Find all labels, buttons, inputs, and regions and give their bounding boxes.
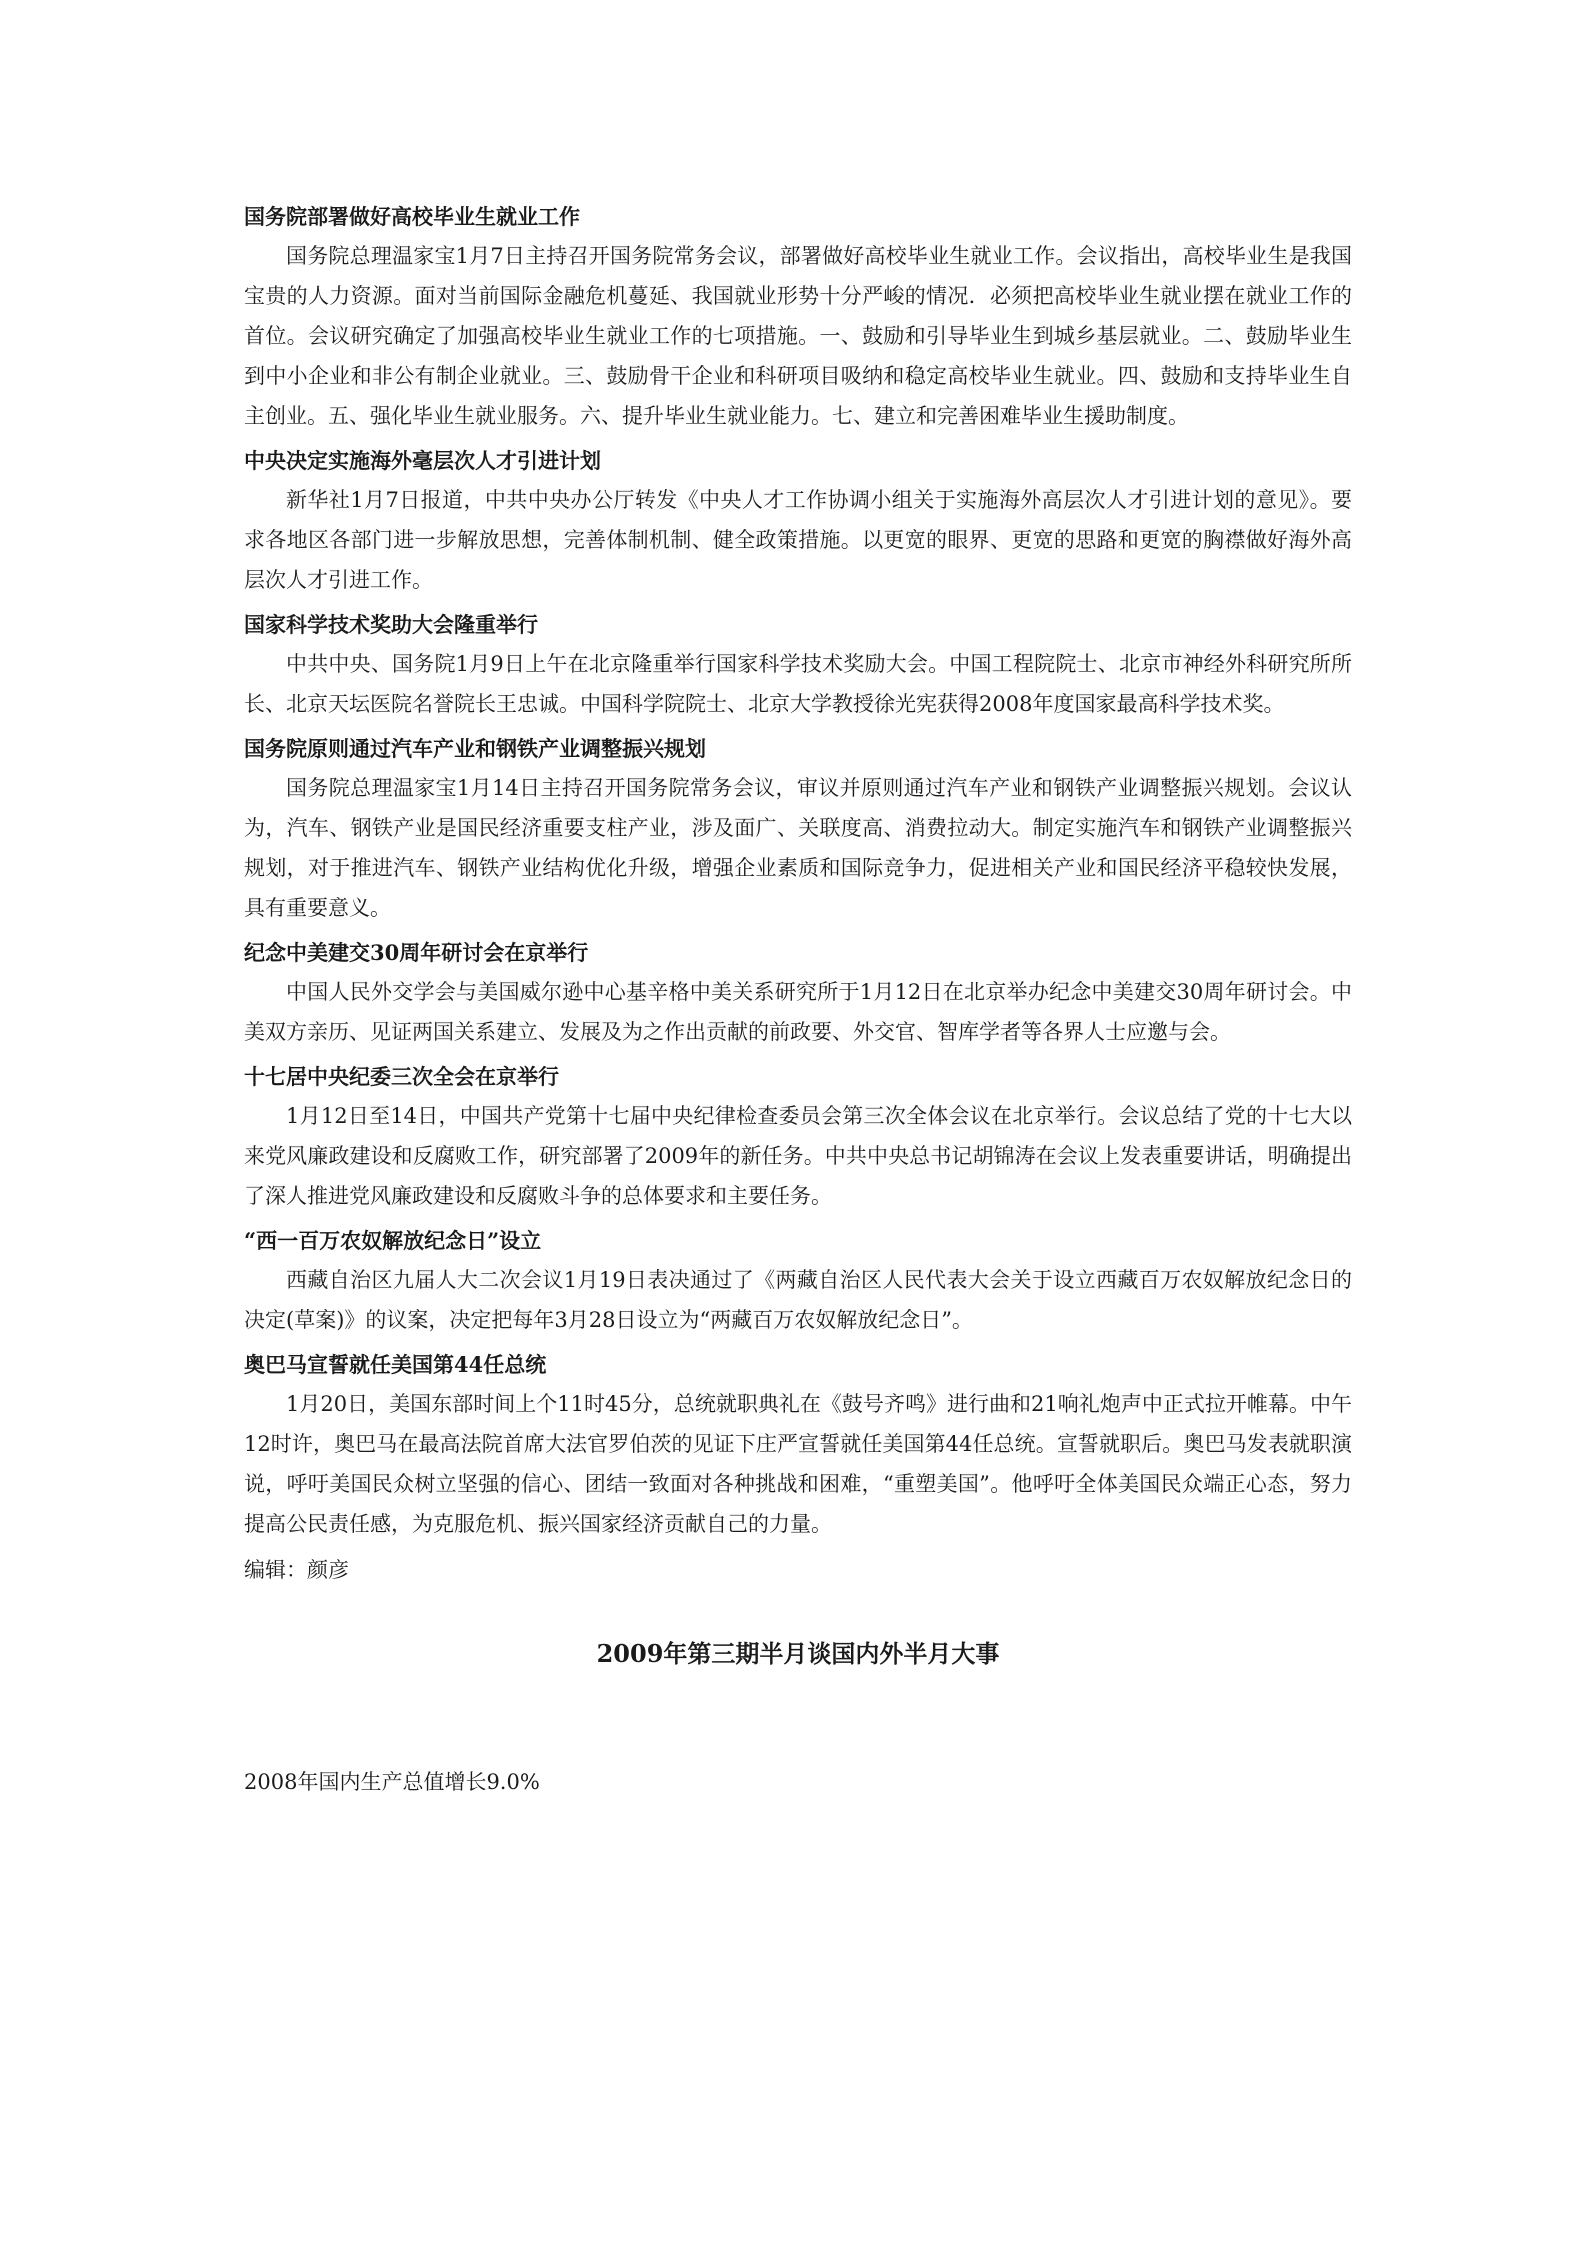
- article: [244, 442, 1352, 600]
- article: [244, 198, 1352, 436]
- article-title: “西一百万农奴解放纪念日”设立: [244, 1228, 542, 1253]
- article: [244, 1346, 1352, 1544]
- article-body: 国务院总理温家宝1月7日主持召开国务院常务会议，部署做好高校毕业生就业工作。会议指出，高校毕业生是我国宝贵的人力资源。面对当前国际金融危机蔓延、我国就业形势十分严峻的情况．必须把高校毕业生就业摆在就业工作的首位。会议研究确定了加强高校毕业生就业工作的七项措施。一、鼓励和引导毕业生到城乡基层就业。二、鼓励毕业生到中小企业和非公有制企业就业。三、鼓励骨干企业和科研项目吸纳和稳定高校毕业生就业。四、鼓励和支持毕业生自主创业。五、强化毕业生就业服务。六、提升毕业生就业能力。七、建立和完善困难毕业生援助制度。: [244, 244, 1352, 428]
- article-title: 国家科学技术奖助大会隆重举行: [244, 612, 538, 637]
- next-section-heading: 2008年国内生产总值增长9.0%: [244, 1770, 540, 1794]
- article: [244, 1222, 1352, 1340]
- article: [244, 934, 1352, 1052]
- article-body: 中共中央、国务院1月9日上午在北京隆重举行国家科学技术奖励大会。中国工程院院士、北京市神经外科研究所所长、北京天坛医院名誉院长王忠诚。中国科学院院士、北京大学教授徐光宪获得2008年度国家最高科学技术奖。: [244, 652, 1352, 716]
- article-title: 十七居中央纪委三次全会在京举行: [244, 1064, 559, 1089]
- article: [244, 1058, 1352, 1216]
- article-body: 1月12日至14日，中国共产党第十七届中央纪律检查委员会第三次全体会议在北京举行。会议总结了党的十七大以来党风廉政建设和反腐败工作，研究部署了2009年的新任务。中共中央总书记胡锦涛在会议上发表重要讲话，明确提出了深人推进党风廉政建设和反腐败斗争的总体要求和主要任务。: [244, 1104, 1352, 1208]
- article-body: 中国人民外交学会与美国威尔逊中心基辛格中美关系研究所于1月12日在北京举办纪念中美建交30周年研讨会。中美双方亲历、见证两国关系建立、发展及为之作出贡献的前政要、外交官、智库学者等各界人士应邀与会。: [244, 980, 1352, 1044]
- article-body: 西藏自治区九届人大二次会议1月19日表决通过了《两藏自治区人民代表大会关于设立西藏百万农奴解放纪念日的决定(草案)》的议案，决定把每年3月28日设立为“两藏百万农奴解放纪念日”。: [244, 1268, 1352, 1332]
- document-page: [244, 198, 1352, 1802]
- article-body: 国务院总理温家宝1月14日主持召开国务院常务会议，审议并原则通过汽车产业和钢铁产业调整振兴规划。会议认为，汽车、钢铁产业是国民经济重要支柱产业，涉及面广、关联度高、消费拉动大。制定实施汽车和钢铁产业调整振兴规划，对于推进汽车、钢铁产业结构优化升级，增强企业素质和国际竞争力，促进相关产业和国民经济平稳较快发展，具有重要意义。: [244, 776, 1352, 920]
- article: [244, 606, 1352, 724]
- article-title: 中央决定实施海外毫层次人才引进计划: [244, 448, 601, 473]
- article: [244, 730, 1352, 928]
- article-body: 1月20日，美国东部时间上个11时45分，总统就职典礼在《鼓号齐鸣》进行曲和21响礼炮声中正式拉开帷幕。中午12时许，奥巴马在最高法院首席大法官罗伯茨的见证下庄严宣誓就任美国第44任总统。宣誓就职后。奥巴马发表就职演说，呼吁美国民众树立坚强的信心、团结一致面对各种挑战和困难，“重塑美国”。他呼吁全体美国民众端正心态，努力提高公民责任感，为克服危机、振兴国家经济贡献自己的力量。: [244, 1392, 1352, 1536]
- editor-credit: 编辑：颜彦: [244, 1558, 349, 1582]
- issue-title: 2009年第三期半月谈国内外半月大事: [596, 1639, 1000, 1668]
- article-title: 奥巴马宣誓就任美国第44任总统: [244, 1352, 547, 1377]
- article-title: 国务院部署做好高校毕业生就业工作: [244, 204, 580, 229]
- article-title: 国务院原则通过汽车产业和钢铁产业调整振兴规划: [244, 736, 706, 761]
- article-body: 新华社1月7日报道，中共中央办公厅转发《中央人才工作协调小组关于实施海外高层次人才引进计划的意见》。要求各地区各部门进一步解放思想，完善体制机制、健全政策措施。以更宽的眼界、更宽的思路和更宽的胸襟做好海外高层次人才引进工作。: [244, 488, 1352, 592]
- article-title: 纪念中美建交30周年研讨会在京举行: [244, 940, 589, 965]
